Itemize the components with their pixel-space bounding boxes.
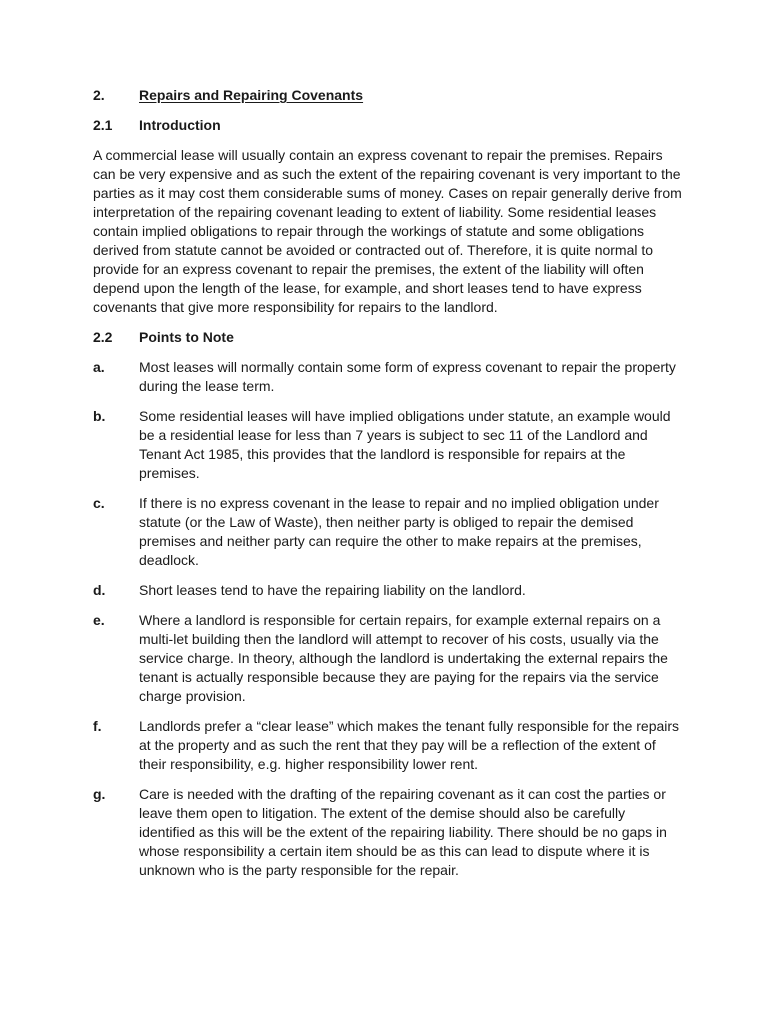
list-item	[93, 717, 683, 774]
introduction-title: Introduction	[139, 117, 221, 133]
list-item-marker: g.	[93, 786, 106, 802]
list-item-text: Short leases tend to have the repairing liability on the landlord.	[139, 582, 526, 598]
list-item	[93, 611, 683, 706]
list-item-text: Most leases will normally contain some form of express covenant to repair the property during the lease term.	[139, 359, 676, 394]
points-heading	[93, 328, 683, 347]
introduction-number: 2.1	[93, 117, 113, 133]
list-item	[93, 407, 683, 483]
section-heading	[93, 86, 683, 105]
list-item-marker: c.	[93, 495, 105, 511]
list-item	[93, 581, 683, 600]
list-item-text: Some residential leases will have implied obligations under statute, an example would be a residential lease for less than 7 years is subject to sec 11 of the Landlord and Tenant Act 1985, this provides that the landlord is responsible for repairs at the premises.	[139, 408, 671, 481]
list-item-marker: b.	[93, 408, 106, 424]
list-item-text: Where a landlord is responsible for certain repairs, for example external repairs on a multi-let building then the landlord will attempt to recover of his costs, usually via the service charge. In theory, although the landlord is undertaking the external repairs the tenant is actually responsible because they are paying for the repairs via the service charge provision.	[139, 612, 668, 704]
document-page	[93, 86, 683, 891]
list-item-marker: a.	[93, 359, 105, 375]
section-title: Repairs and Repairing Covenants	[139, 87, 364, 103]
list-item-text: Care is needed with the drafting of the repairing covenant as it can cost the parties or leave them open to litigation. The extent of the demise should also be carefully identified as this will be the extent of the repairing liability. There should be no gaps in whose responsibility a certain item should be as this can lead to dispute where it is unknown who is the party responsible for the repair.	[139, 786, 667, 878]
points-title: Points to Note	[139, 329, 234, 345]
list-item-text: Landlords prefer a “clear lease” which makes the tenant fully responsible for the repairs at the property and as such the rent that they pay will be a reflection of the extent of their responsibility, e.g. higher responsibility lower rent.	[139, 718, 680, 772]
list-item-text: If there is no express covenant in the lease to repair and no implied obligation under statute (or the Law of Waste), then neither party is obliged to repair the demised premises and neither party can require the other to make repairs at the premises, deadlock.	[139, 495, 659, 568]
list-item	[93, 358, 683, 396]
list-item-marker: f.	[93, 718, 102, 734]
introduction-heading	[93, 116, 683, 135]
introduction-paragraph: A commercial lease will usually contain an express covenant to repair the premises. Repairs can be very expensive and as such the extent of the repairing covenant is very important to the parties as it may cost them considerable sums of money. Cases on repair generally derive from interpretation of the repairing covenant leading to extent of liability. Some residential leases contain implied obligations to repair through the workings of statute and some obligations derived from statute cannot be avoided or contracted out of. Therefore, it is quite normal to provide for an express covenant to repair the premises, the extent of the liability will often depend upon the length of the lease, for example, and short leases tend to have express covenants that give more responsibility for repairs to the landlord.	[93, 147, 682, 315]
list-item	[93, 785, 683, 880]
list-item	[93, 494, 683, 570]
list-item-marker: e.	[93, 612, 105, 628]
list-item-marker: d.	[93, 582, 106, 598]
section-number: 2.	[93, 87, 105, 103]
points-number: 2.2	[93, 329, 113, 345]
